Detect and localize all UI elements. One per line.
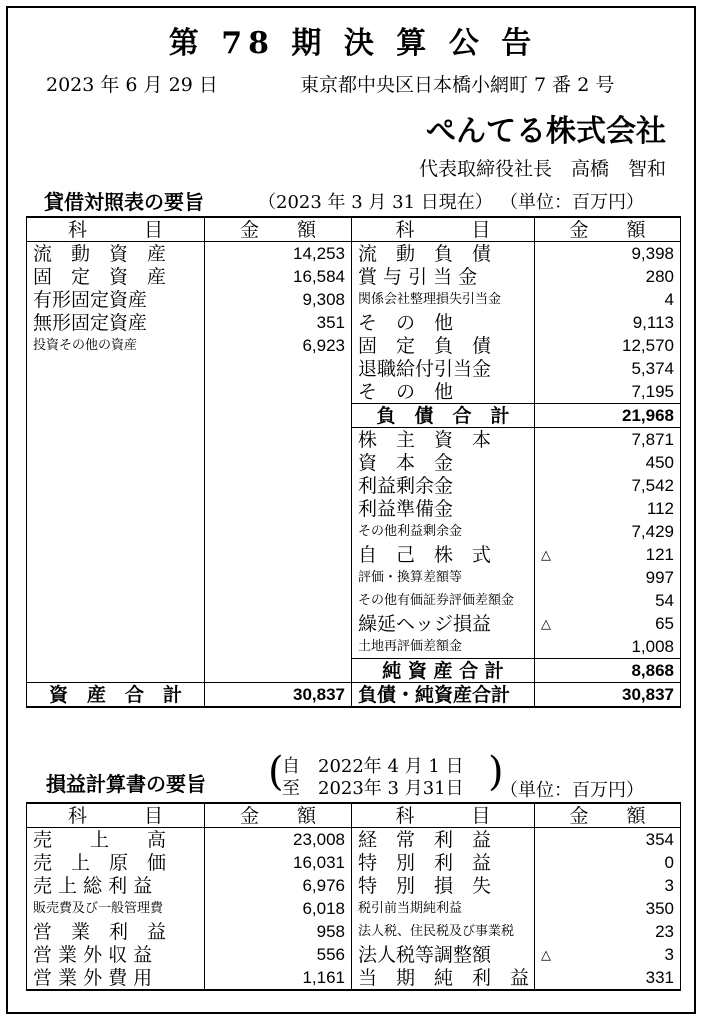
table-row [27,683,681,708]
asset-item-value [205,428,352,452]
income-item-label: 特 別 利 益 [352,851,535,874]
income-item-label: 当 期 純 利 益 [352,966,535,990]
period-brace-close: ) [488,749,504,795]
liability-item-label: 流 動 負 債 [352,242,535,266]
asset-item-value [205,404,352,428]
income-item-label: 営 業 外 費 用 [27,966,205,990]
asset-item-label [27,357,205,380]
income-item-label: 営 業 利 益 [27,920,205,943]
company-name: ぺんてる株式会社 [426,114,666,149]
liability-item-label: 自 己 株 式 [352,543,535,566]
liability-item-value [535,566,681,589]
table-row [27,635,681,659]
liability-item-label: 賞 与 引 当 金 [352,265,535,288]
asset-item-label [27,589,205,612]
liability-item-value: 12,570 [535,334,681,357]
liability-total-value: 21,968 [535,404,681,428]
income-item-value: 6,976 [205,874,352,897]
column-header-item: 科 目 [352,217,535,242]
income-item-label: 販売費及び一般管理費 [27,897,205,920]
balance-sheet-heading: 貸借対照表の要旨 [44,190,204,214]
liability-item-value: 280 [535,265,681,288]
income-item-label: 法人税、住民税及び事業税 [352,920,535,943]
asset-item-label: 無形固定資産 [27,311,205,334]
income-item-value: 6,018 [205,897,352,920]
asset-item-value [205,520,352,543]
table-row [27,380,681,404]
liability-item-value: 5,374 [535,357,681,380]
assets-total-label: 資 産 合 計 [27,683,205,708]
table-row [27,428,681,452]
liability-item-label: 土地再評価差額金 [352,635,535,659]
asset-item-label [27,566,205,589]
income-item-label: 経 常 利 益 [352,828,535,852]
liability-item-value [535,451,681,474]
period-brace-open: ( [268,749,284,795]
income-item-label: 営 業 外 収 益 [27,943,205,966]
asset-item-value [205,635,352,659]
income-item-value [535,966,681,990]
asset-item-value: 16,584 [205,265,352,288]
negative-marker: △ [541,546,551,562]
table-row [27,851,681,874]
asset-item-value [205,474,352,497]
asset-item-value: 351 [205,311,352,334]
amount-value: 1,008 [631,636,674,656]
balance-sheet-unit: （単位：百万円） [500,192,644,213]
table-row [27,357,681,380]
asset-item-label [27,404,205,428]
asset-item-label [27,497,205,520]
table-row [27,589,681,612]
column-header-amount: 金 額 [205,803,352,828]
asset-item-value [205,451,352,474]
asset-item-value: 9,308 [205,288,352,311]
asset-item-label: 固 定 資 産 [27,265,205,288]
grand-total-label: 負債・純資産合計 [352,683,535,708]
grand-total-value: 30,837 [535,683,681,708]
table-header-row [27,803,681,828]
liability-item-label: 退職給付引当金 [352,357,535,380]
liability-item-label: 資 本 金 [352,451,535,474]
amount-value: 7,871 [631,429,674,449]
income-item-value: 958 [205,920,352,943]
amount-value: 3 [664,875,674,895]
amount-value: 121 [645,544,674,564]
liability-item-value: 4 [535,288,681,311]
table-row [27,334,681,357]
amount-value: 0 [664,852,674,872]
negative-marker: △ [541,946,551,962]
table-row [27,520,681,543]
liability-total-label: 純 資 産 合 計 [352,659,535,683]
amount-value: 7,429 [631,521,674,541]
liability-item-label: その他有価証券評価差額金 [352,589,535,612]
asset-item-value [205,612,352,635]
income-item-label: 特 別 損 失 [352,874,535,897]
company-address: 東京都中央区日本橋小網町 7 番 2 号 [300,74,615,96]
asset-item-value [205,380,352,404]
income-item-value [535,851,681,874]
representative-name: 代表取締役社長 高橋 智和 [418,158,666,180]
asset-item-label [27,612,205,635]
liability-item-value [535,612,681,635]
asset-item-label [27,428,205,452]
income-item-value [535,874,681,897]
liability-item-value: 9,398 [535,242,681,266]
amount-value: 354 [645,829,674,849]
liability-item-label: その他利益剰余金 [352,520,535,543]
table-row [27,451,681,474]
table-row [27,242,681,266]
asset-item-label: 有形固定資産 [27,288,205,311]
income-item-label: 売 上 原 価 [27,851,205,874]
income-item-value [535,828,681,852]
table-row [27,311,681,334]
amount-value: 7,542 [631,475,674,495]
column-header-amount: 金 額 [535,217,681,242]
table-row [27,943,681,966]
liability-item-value [535,589,681,612]
liability-item-label: 固 定 負 債 [352,334,535,357]
liability-item-value [535,543,681,566]
asset-item-value: 6,923 [205,334,352,357]
table-row [27,612,681,635]
amount-value: 997 [645,567,674,587]
table-header-row [27,217,681,242]
asset-item-label: 投資その他の資産 [27,334,205,357]
asset-item-label [27,474,205,497]
asset-item-value [205,659,352,683]
income-statement-heading: 損益計算書の要旨 [46,772,206,796]
asset-item-value [205,497,352,520]
liability-item-label: 利益剰余金 [352,474,535,497]
balance-sheet-table [26,216,681,708]
income-item-label: 売 上 総 利 益 [27,874,205,897]
asset-item-label [27,451,205,474]
income-item-value [535,897,681,920]
liability-total-value: 8,868 [535,659,681,683]
table-row [27,566,681,589]
amount-value: 3 [664,944,674,964]
table-row [27,874,681,897]
table-row [27,265,681,288]
asset-item-value [205,566,352,589]
announcement-date: 2023 年 6 月 29 日 [46,74,218,96]
asset-item-value [205,357,352,380]
asset-item-label [27,520,205,543]
table-row [27,897,681,920]
liability-item-label: 関係会社整理損失引当金 [352,288,535,311]
table-row [27,543,681,566]
asset-item-label [27,635,205,659]
liability-item-label: そ の 他 [352,380,535,404]
table-row [27,404,681,428]
asset-item-label: 流 動 資 産 [27,242,205,266]
income-item-label: 売 上 高 [27,828,205,852]
amount-value: 54 [655,590,674,610]
period-from: 自 2022年 4 月 1 日 [282,756,464,777]
table-row [27,659,681,683]
negative-marker: △ [541,615,551,631]
assets-total-value: 30,837 [205,683,352,708]
column-header-item: 科 目 [27,803,205,828]
amount-value: 350 [645,898,674,918]
liability-item-value [535,428,681,452]
liability-item-value [535,635,681,659]
liability-item-value [535,474,681,497]
table-row [27,288,681,311]
asset-item-value [205,543,352,566]
asset-item-value [205,589,352,612]
amount-value: 23 [655,921,674,941]
document-title: 第 78 期 決 算 公 告 [168,26,538,61]
amount-value: 450 [645,452,674,472]
asset-item-label [27,543,205,566]
period-to: 至 2023年 3 月31日 [282,778,464,799]
amount-value: 112 [646,498,674,518]
column-header-amount: 金 額 [205,217,352,242]
liability-item-label: 株 主 資 本 [352,428,535,452]
liability-item-value [535,497,681,520]
balance-sheet-as-of: （2023 年 3 月 31 日現在） [258,192,493,213]
liability-item-label: 利益準備金 [352,497,535,520]
income-item-value [535,943,681,966]
table-row [27,828,681,852]
table-row [27,920,681,943]
income-item-value: 1,161 [205,966,352,990]
table-row [27,497,681,520]
liability-total-label: 負 債 合 計 [352,404,535,428]
column-header-item: 科 目 [27,217,205,242]
liability-item-value: 9,113 [535,311,681,334]
asset-item-value: 14,253 [205,242,352,266]
amount-value: 331 [645,967,674,987]
income-item-label: 税引前当期純利益 [352,897,535,920]
column-header-item: 科 目 [352,803,535,828]
table-row [27,474,681,497]
income-statement-table [26,802,681,991]
column-header-amount: 金 額 [535,803,681,828]
income-item-value: 23,008 [205,828,352,852]
liability-item-label: 評価・換算差額等 [352,566,535,589]
liability-item-label: 繰延ヘッジ損益 [352,612,535,635]
amount-value: 65 [655,613,674,633]
income-item-value: 556 [205,943,352,966]
income-item-value [535,920,681,943]
income-statement-unit: （単位：百万円） [500,780,644,801]
asset-item-label [27,380,205,404]
liability-item-value: 7,195 [535,380,681,404]
income-item-value: 16,031 [205,851,352,874]
liability-item-value [535,520,681,543]
liability-item-label: そ の 他 [352,311,535,334]
asset-item-label [27,659,205,683]
table-row [27,966,681,990]
income-item-label: 法人税等調整額 [352,943,535,966]
